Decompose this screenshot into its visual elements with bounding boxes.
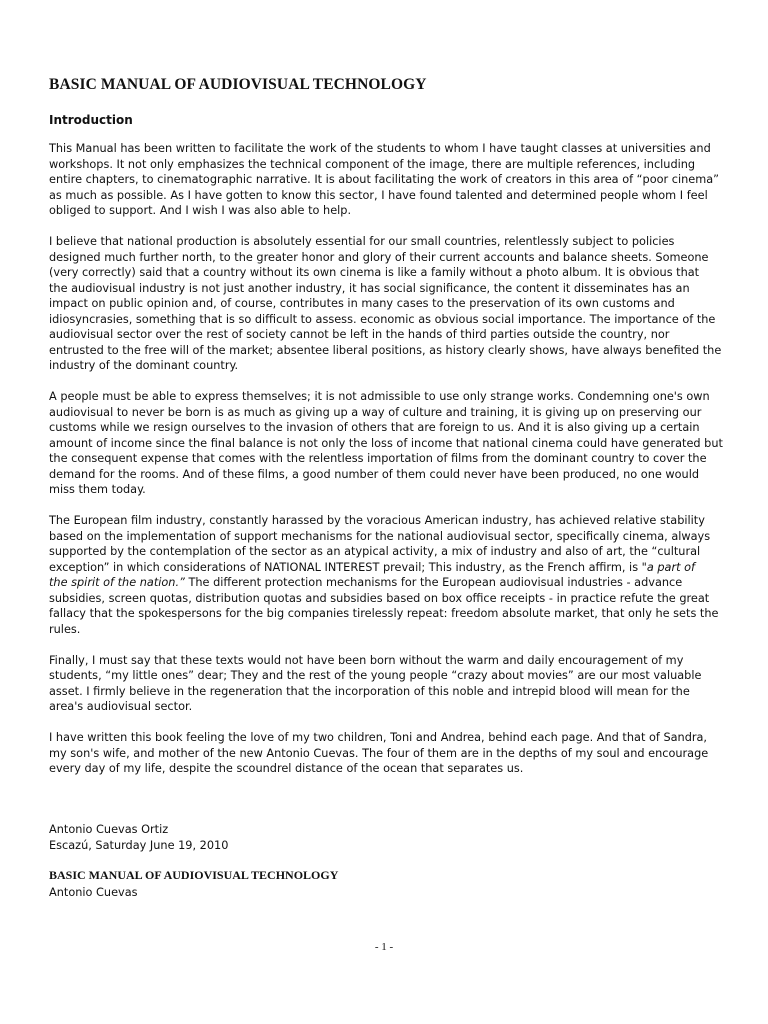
text-line: asset. I firmly believe in the regeneration that the incorporation of this noble and intrepid blood will mean for the bbox=[49, 684, 690, 698]
text-line: workshops. It not only emphasizes the technical component of the image, there are multiple references, including bbox=[49, 157, 696, 171]
text-line: (very correctly) said that a country without its own cinema is like a family without a photo album. It is obvious that bbox=[49, 266, 700, 279]
text-line: supported by the contemplation of the sector as an atypical activity, a mix of industry and also of art, the “cultural bbox=[49, 545, 701, 558]
footer-author: Antonio Cuevas bbox=[49, 886, 138, 899]
document-title: BASIC MANUAL OF AUDIOVISUAL TECHNOLOGY bbox=[49, 76, 427, 93]
text-line: impact on public opinion and, of course, contributes in many cases to the preservation of its own customs and bbox=[49, 297, 675, 310]
text-line: entire chapters, to cinematographic narrative. It is about facilitating the work of creators in this area of “poor cinema” bbox=[49, 173, 720, 186]
text-line: entrusted to the free will of the market; absentee liberal positions, as history clearly shows, have always benefited the bbox=[49, 343, 722, 357]
text-line: obliged to support. And I wish I was also able to help. bbox=[49, 204, 352, 217]
text-line: area's audiovisual sector. bbox=[49, 700, 193, 713]
paragraph-5 bbox=[49, 653, 714, 715]
text-line: I have written this book feeling the love of my two children, Toni and Andrea, behind each page. And that of Sandra, bbox=[49, 731, 708, 744]
text-line: subsidies, screen quotas, distribution quotas and subsidies based on box office receipts - in practice refute the great bbox=[49, 591, 710, 605]
text-line bbox=[49, 575, 714, 591]
body-text bbox=[49, 141, 723, 792]
text-line: industry of the dominant country. bbox=[49, 359, 239, 372]
author-name: Antonio Cuevas Ortiz bbox=[49, 823, 169, 836]
text-line: This Manual has been written to facilitate the work of the students to whom I have taught classes at universities and bbox=[49, 142, 711, 155]
section-heading: Introduction bbox=[49, 113, 133, 127]
signature-block bbox=[49, 822, 228, 854]
text-line: customs while we resign ourselves to the invasion of others that are foreign to us. And it is also giving up a certain bbox=[49, 421, 700, 434]
paragraph-2 bbox=[49, 234, 722, 374]
text-line: as much as possible. As I have gotten to know this sector, I have found talented and determined people whom I feel bbox=[49, 188, 708, 202]
paragraph-1 bbox=[49, 141, 720, 219]
text-line: students, “my little ones” dear; They and the rest of the young people “crazy about movies” are our most valuable bbox=[49, 669, 702, 682]
text-segment: The different protection mechanisms for the European audiovisual industries - advance bbox=[184, 576, 683, 589]
page-number: - 1 - bbox=[374, 941, 394, 953]
paragraph-4 bbox=[49, 513, 719, 637]
text-line: every day of my life, despite the scoundrel distance of the ocean that separates us. bbox=[49, 762, 524, 775]
text-line: amount of income since the final balance is not only the loss of income that national cinema could have generated but bbox=[49, 436, 723, 450]
text-line: the audiovisual industry is not just another industry, it has social significance, the content it disseminates has an bbox=[49, 281, 690, 295]
footer-title: BASIC MANUAL OF AUDIOVISUAL TECHNOLOGY bbox=[49, 868, 339, 882]
place-date: Escazú, Saturday June 19, 2010 bbox=[49, 839, 229, 852]
text-line: miss them today. bbox=[49, 483, 146, 496]
text-line: Finally, I must say that these texts would not have been born without the warm and daily encouragement of my bbox=[49, 653, 684, 667]
text-line: fallacy that the spokespersons for the big companies tirelessly repeat: freedom absolute market, that only he sets the bbox=[49, 607, 719, 620]
text-line: idiosyncrasies, something that is so difficult to assess. economic as obvious social importance. The importance of the bbox=[49, 312, 716, 326]
text-line: audiovisual sector over the rest of society cannot be left in the hands of third parties outside the country, nor bbox=[49, 328, 670, 341]
text-line: rules. bbox=[49, 622, 81, 636]
text-line: my son's wife, and mother of the new Antonio Cuevas. The four of them are in the depths of my soul and encourage bbox=[49, 746, 709, 760]
text-line: demand for the rooms. And of these films, a good number of them could never have been produced, no one would bbox=[49, 467, 700, 481]
paragraph-6 bbox=[49, 730, 714, 777]
text-line bbox=[49, 560, 714, 576]
text-segment: exception” in which considerations of NATIONAL INTEREST prevail; This industry, as the French affirm, is bbox=[49, 560, 642, 574]
text-line: based on the implementation of support mechanisms for the national audiovisual sector, specifically cinema, always bbox=[49, 529, 711, 543]
text-line: I believe that national production is absolutely essential for our small countries, relentlessly subject to policies bbox=[49, 235, 675, 248]
text-line: audiovisual to never be born is as much as giving up a way of culture and training, it is giving up on preserving our bbox=[49, 405, 702, 419]
text-line: designed much further north, to the greater honor and glory of their current accounts and balance sheets. Someone bbox=[49, 250, 709, 264]
paragraph-3 bbox=[49, 389, 723, 498]
text-line: the consequent expense that comes with the relentless importation of films from the dominant country to cover the bbox=[49, 452, 707, 465]
italic-quote: "a part of bbox=[641, 560, 696, 574]
italic-quote: the spirit of the nation.” bbox=[49, 576, 185, 589]
text-line: The European film industry, constantly harassed by the voracious American industry, has achieved relative stability bbox=[49, 514, 705, 527]
text-line: A people must be able to express themselves; it is not admissible to use only strange works. Condemning one's own bbox=[49, 390, 710, 403]
